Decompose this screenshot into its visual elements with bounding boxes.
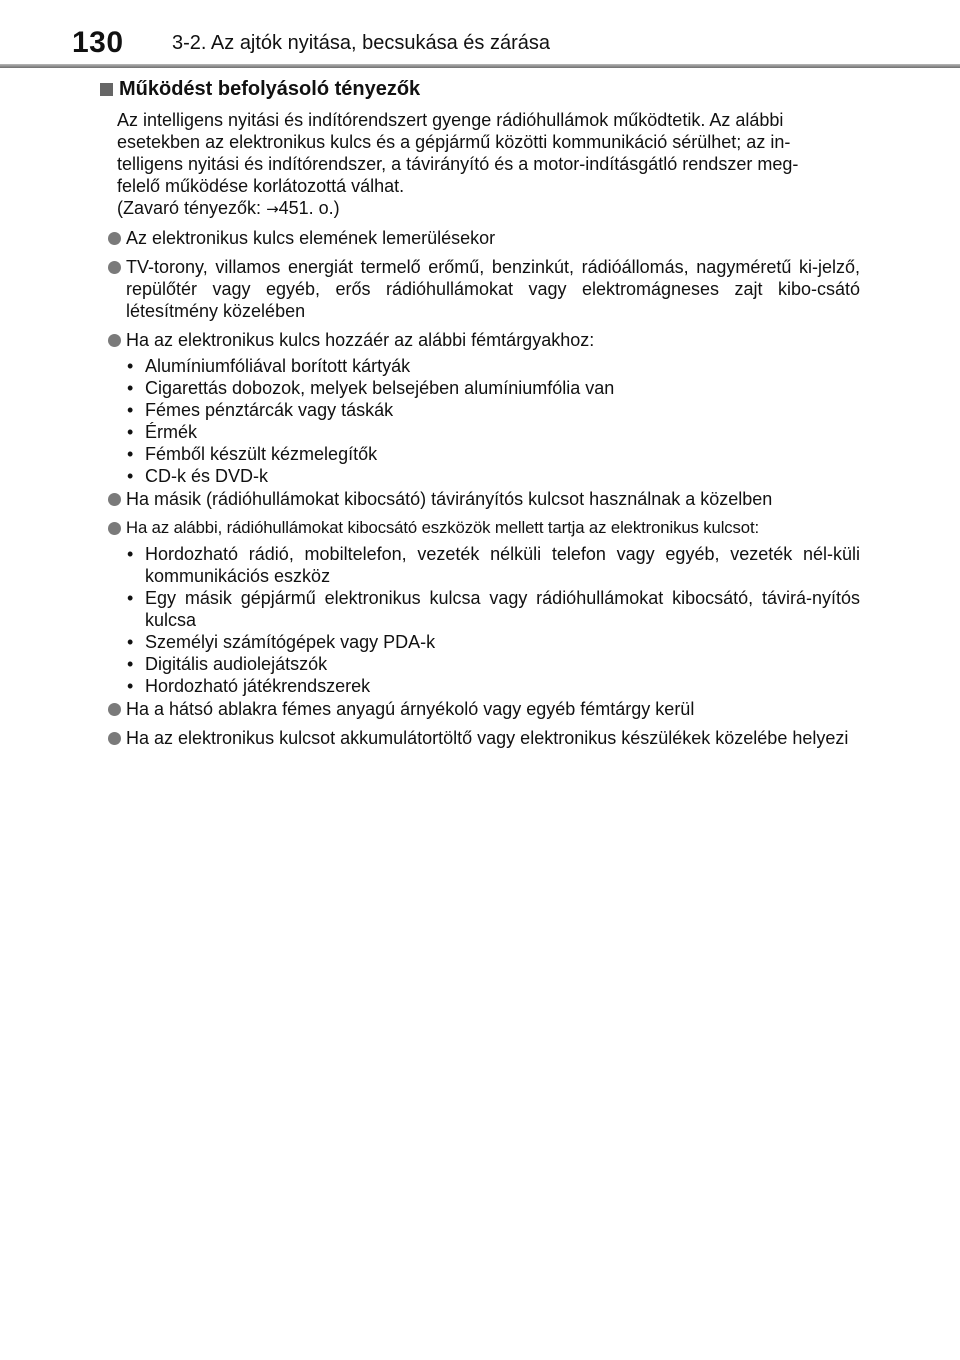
- list-item-text: Ha az elektronikus kulcs hozzáér az alábbi fémtárgyakhoz:: [126, 330, 595, 350]
- list-item-text: Ha másik (rádióhullámokat kibocsátó) távirányítós kulcsot használnak a közelben: [126, 489, 773, 509]
- list-item-text: Ha az elektronikus kulcsot akkumulátortöltő vagy elektronikus készülékek közelébe helyezi: [126, 728, 849, 748]
- circle-bullet-icon: [108, 493, 121, 506]
- sub-list-text: Digitális audiolejátszók: [145, 654, 328, 674]
- list-item: [100, 227, 860, 249]
- square-bullet-icon: [100, 83, 113, 96]
- circle-bullet-icon: [108, 732, 121, 745]
- bullet-icon: •: [127, 466, 134, 486]
- sub-list: [100, 355, 860, 487]
- sub-list-item: [100, 653, 860, 675]
- sub-list-text: Fémes pénztárcák vagy táskák: [145, 400, 394, 420]
- page-header: [0, 22, 960, 68]
- sub-list-text: Egy másik gépjármű elektronikus kulcsa vagy rádióhullámokat kibocsátó, távirá-nyítós kulcsa: [145, 588, 860, 630]
- list-item-text: Az elektronikus kulcs elemének lemerülésekor: [126, 228, 496, 248]
- sub-list-text: Fémből készült kézmelegítők: [145, 444, 378, 464]
- list-item-text: TV-torony, villamos energiát termelő erőmű, benzinkút, rádióállomás, nagyméretű ki-jelző, repülőtér vagy egyéb, erős rádióhullámokat vagy elektromágneses zajt kibo-csátó létesítmény közelében: [126, 257, 860, 321]
- bullet-icon: •: [127, 676, 134, 696]
- bullet-icon: •: [127, 400, 134, 420]
- intro-line: felelő működése korlátozottá válhat.: [117, 176, 405, 196]
- intro-line: telligens nyitási és indítórendszer, a távirányító és a motor-indításgátló rendszer meg-: [117, 154, 799, 174]
- list-item: [100, 727, 860, 749]
- bullet-icon: •: [127, 378, 134, 398]
- intro-paragraph: [117, 109, 860, 220]
- page-number: 130: [72, 26, 124, 59]
- sub-list-text: Cigarettás dobozok, melyek belsejében alumíniumfólia van: [145, 378, 615, 398]
- circle-bullet-icon: [108, 703, 121, 716]
- intro-line: esetekben az elektronikus kulcs és a gépjármű közötti kommunikáció sérülhet; az in-: [117, 132, 791, 152]
- sub-list-item: [100, 465, 860, 487]
- sub-list-text: Hordozható rádió, mobiltelefon, vezeték nélküli telefon vagy egyéb, vezeték nél-küli kommunikációs eszköz: [145, 544, 860, 586]
- bullet-icon: •: [127, 544, 134, 564]
- arrow-right-icon: →: [266, 200, 279, 218]
- bullet-icon: •: [127, 588, 134, 608]
- sub-list: [100, 543, 860, 697]
- section-title: Működést befolyásoló tényezők: [119, 78, 421, 100]
- list-item-text: Ha a hátsó ablakra fémes anyagú árnyékoló vagy egyéb fémtárgy kerül: [126, 699, 695, 719]
- circle-bullet-icon: [108, 261, 121, 274]
- list-item: [100, 698, 860, 720]
- chapter-title: 3-2. Az ajtók nyitása, becsukása és zárása: [172, 32, 550, 54]
- sub-list-item: [100, 377, 860, 399]
- list-item: [100, 517, 860, 539]
- sub-list-item: [100, 421, 860, 443]
- sub-list-item: [100, 399, 860, 421]
- sub-list-item: [100, 443, 860, 465]
- list-item: [100, 488, 860, 510]
- list-item-text: Ha az alábbi, rádióhullámokat kibocsátó eszközök mellett tartja az elektronikus kulcsot:: [126, 518, 760, 537]
- reference-line: [117, 197, 860, 220]
- circle-bullet-icon: [108, 334, 121, 347]
- list-item: [100, 256, 860, 322]
- bullet-icon: •: [127, 356, 134, 376]
- sub-list-item: [100, 631, 860, 653]
- sub-list-item: [100, 355, 860, 377]
- sub-list-item: [100, 675, 860, 697]
- reference-page-link[interactable]: 451. o.): [278, 198, 340, 218]
- bullet-icon: •: [127, 422, 134, 442]
- section-heading: [100, 78, 860, 101]
- sub-list-text: CD-k és DVD-k: [145, 466, 269, 486]
- circle-bullet-icon: [108, 522, 121, 535]
- sub-list-text: Személyi számítógépek vagy PDA-k: [145, 632, 436, 652]
- reference-prefix: (Zavaró tényezők:: [117, 198, 267, 218]
- sub-list-text: Érmék: [145, 422, 198, 442]
- bullet-icon: •: [127, 632, 134, 652]
- list-item: [100, 329, 860, 351]
- page-content: [100, 78, 860, 749]
- sub-list-item: [100, 543, 860, 587]
- bullet-icon: •: [127, 654, 134, 674]
- bullet-icon: •: [127, 444, 134, 464]
- circle-bullet-icon: [108, 232, 121, 245]
- sub-list-text: Hordozható játékrendszerek: [145, 676, 371, 696]
- sub-list-item: [100, 587, 860, 631]
- header-rule: [0, 64, 960, 68]
- intro-line: Az intelligens nyitási és indítórendszert gyenge rádióhullámok működtetik. Az alábbi: [117, 110, 784, 130]
- sub-list-text: Alumíniumfóliával borított kártyák: [145, 356, 411, 376]
